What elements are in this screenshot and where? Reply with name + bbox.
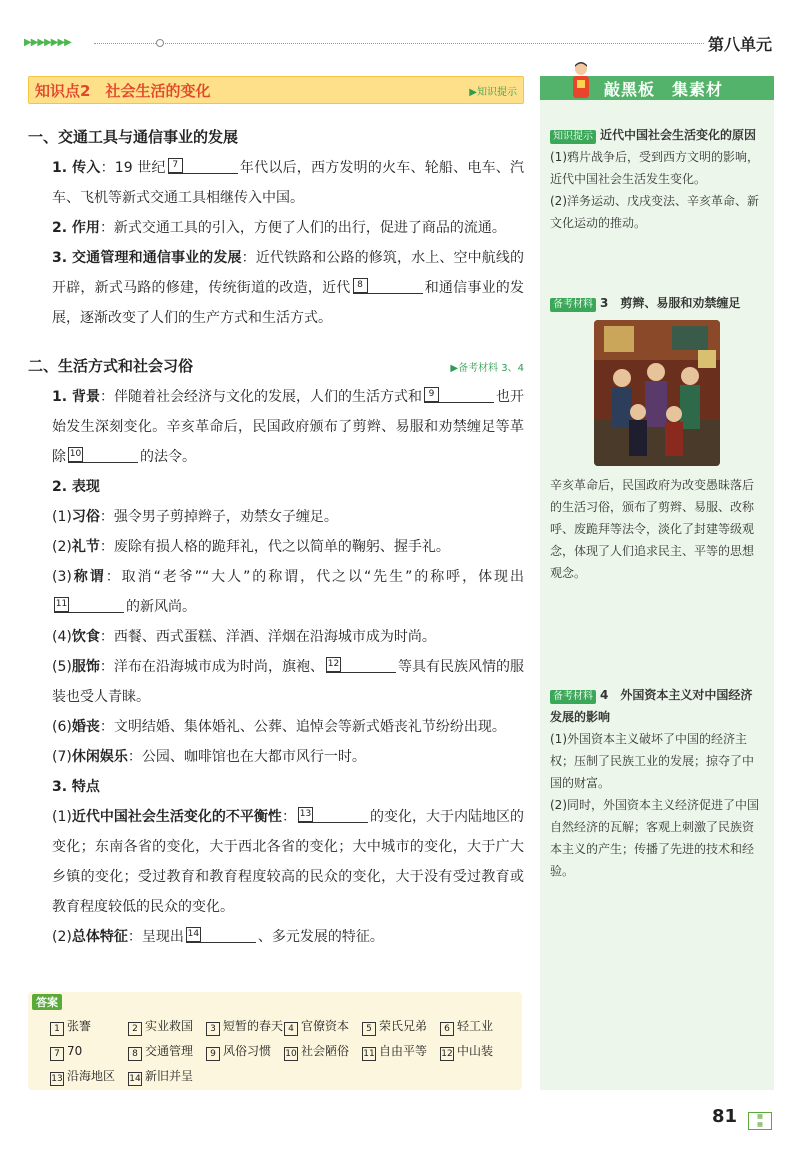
brand-logo-icon: ▦ ▦	[748, 1112, 772, 1130]
answer-item: 13 沿海地区	[51, 1069, 116, 1084]
historical-painting-image	[594, 320, 720, 466]
answer-item: 9 风俗习惯	[206, 1039, 284, 1064]
answer-item: 1 张謇	[50, 1014, 128, 1039]
item-clothing: (5)服饰：洋布在沿海城市成为时尚，旗袍、 12 等具有民族风情的服装也受人青睐。	[52, 659, 525, 705]
header-arrows-icon: ▶▶▶▶▶▶▶	[24, 37, 71, 48]
item-address: (3)称谓：取消“老爷”“大人”的称谓，代之以“先生”的称呼，体现出 11 的新风尚。	[52, 569, 524, 615]
page-number: 81	[712, 1106, 738, 1127]
para-effect: 2. 作用：新式交通工具的引入，方便了人们的出行，促进了商品的流通。	[52, 220, 506, 236]
item-etiquette: (2)礼节：废除有损人格的跪拜礼，代之以简单的鞠躬、握手礼。	[52, 539, 450, 555]
para-introduction: 1. 传入：19 世纪 7 年代以后，西方发明的火车、轮船、电车、汽车、飞机等新式交通工具相继传入中国。	[52, 160, 524, 206]
answer-item: 4 官僚资本	[284, 1014, 362, 1039]
item-imbalance: (1)近代中国社会生活变化的不平衡性： 13 的变化，大于内陆地区的变化；东南各省的变化，大于西北各省的变化；大中城市的变化，大于广大乡镇的变化；受过教育和教育程度较高的民众的变化，大于没有受过教育或教育程度较低的民众的变化。	[52, 809, 525, 915]
knowledge-point-bar	[28, 76, 524, 104]
fill-blank[interactable]: 10	[68, 448, 138, 463]
answer-item: 7 70	[50, 1039, 128, 1064]
main-column	[28, 76, 524, 952]
fill-blank[interactable]: 8	[353, 279, 423, 294]
fill-blank[interactable]: 14	[186, 928, 256, 943]
unit-title: 第八单元	[707, 35, 772, 54]
item-diet: (4)饮食：西餐、西式蛋糕、洋酒、洋烟在沿海城市成为时尚。	[52, 629, 436, 645]
fill-blank[interactable]: 13	[298, 808, 368, 823]
fill-blank[interactable]: 11	[54, 598, 124, 613]
sidebar-panel	[540, 76, 774, 1090]
answer-item: 2 实业救国	[128, 1014, 206, 1039]
item-overall: (2)总体特征：呈现出 14 、多元发展的特征。	[52, 929, 384, 945]
item-customs: (1)习俗：强令男子剪掉辫子，劝禁女子缠足。	[52, 509, 338, 525]
answer-item: 8 交通管理	[128, 1039, 206, 1064]
answer-box	[28, 992, 522, 1090]
knowledge-hint-badge: 知识提示	[550, 130, 596, 144]
teacher-icon	[568, 62, 594, 98]
answer-item: 12 中山装	[441, 1044, 494, 1059]
answer-item: 3 短暂的春天	[206, 1014, 284, 1039]
section-heading-lifestyle: 二、生活方式和社会习俗 ▶备考材料 3、4	[28, 357, 524, 375]
material-badge: 备考材料	[550, 690, 596, 704]
subheading-performance: 2. 表现	[52, 479, 100, 495]
subheading-features: 3. 特点	[52, 779, 100, 795]
answer-label: 答案	[32, 994, 62, 1010]
fill-blank[interactable]: 7	[168, 159, 238, 174]
sidebar-header	[540, 76, 774, 100]
item-wedding-funeral: (6)婚丧：文明结婚、集体婚礼、公葬、追悼会等新式婚丧礼节纷纷出现。	[52, 719, 506, 735]
sidebar-block-reasons: 知识提示 近代中国社会生活变化的原因 (1)鸦片战争后，受到西方文明的影响，近代中国社会生活发生变化。 (2)洋务运动、戊戌变法、辛亥革命、新文化运动的推动。	[550, 128, 759, 230]
answer-grid	[50, 1014, 520, 1089]
section-heading-transport: 一、交通工具与通信事业的发展	[28, 128, 239, 146]
fill-blank[interactable]: 12	[326, 658, 396, 673]
sidebar-block-material4: 备考材料 4 外国资本主义对中国经济发展的影响 (1)外国资本主义破坏了中国的经济主权；压制了民族工业的发展；掠夺了中国的财富。 (2)同时，外国资本主义经济促进了中国自然经济的瓦解；客观上刺激了民族资本主义的产生；传播了先进的技术和经验。	[550, 688, 759, 878]
knowledge-point-title: 知识点2 社会生活的变化	[35, 82, 211, 100]
fill-blank[interactable]: 9	[424, 388, 494, 403]
para-background: 1. 背景：伴随着社会经济与文化的发展，人们的生活方式和 9 也开始发生深刻变化。辛亥革命后，民国政府颁布了剪辫、易服和劝禁缠足等革除 10 的法令。	[52, 389, 525, 465]
item-leisure: (7)休闲娱乐：公园、咖啡馆也在大都市风行一时。	[52, 749, 366, 765]
answer-item: 6 轻工业	[440, 1014, 518, 1039]
header-rule	[24, 38, 704, 48]
answer-item: 10 社会陋俗	[285, 1044, 350, 1059]
sidebar-block-material3: 备考材料 3 剪辫、易服和劝禁缠足 辛亥革命后，民国政府为改变愚昧落后的生活习俗，颁布了剪辫、易服、改称呼、废跪拜等法令，淡化了封建等级观念，体现了人们追求民主、平等的思想观念。	[550, 296, 755, 580]
answer-item: 5 荣氏兄弟	[362, 1014, 440, 1039]
sidebar-title: 敲黑板 集素材	[604, 80, 724, 99]
material-badge: 备考材料	[550, 298, 596, 312]
knowledge-hint-tag: ▶知识提示	[469, 87, 517, 98]
material-ref-tag: ▶备考材料 3、4	[450, 363, 524, 374]
para-traffic-management: 3. 交通管理和通信事业的发展：近代铁路和公路的修筑，水上、空中航线的开辟，新式马路的修建，传统街道的改造，近代 8 和通信事业的发展，逐渐改变了人们的生产方式和生活方式。	[52, 250, 525, 326]
answer-item: 14 新旧并呈	[129, 1069, 194, 1084]
answer-item: 11 自由平等	[363, 1044, 428, 1059]
